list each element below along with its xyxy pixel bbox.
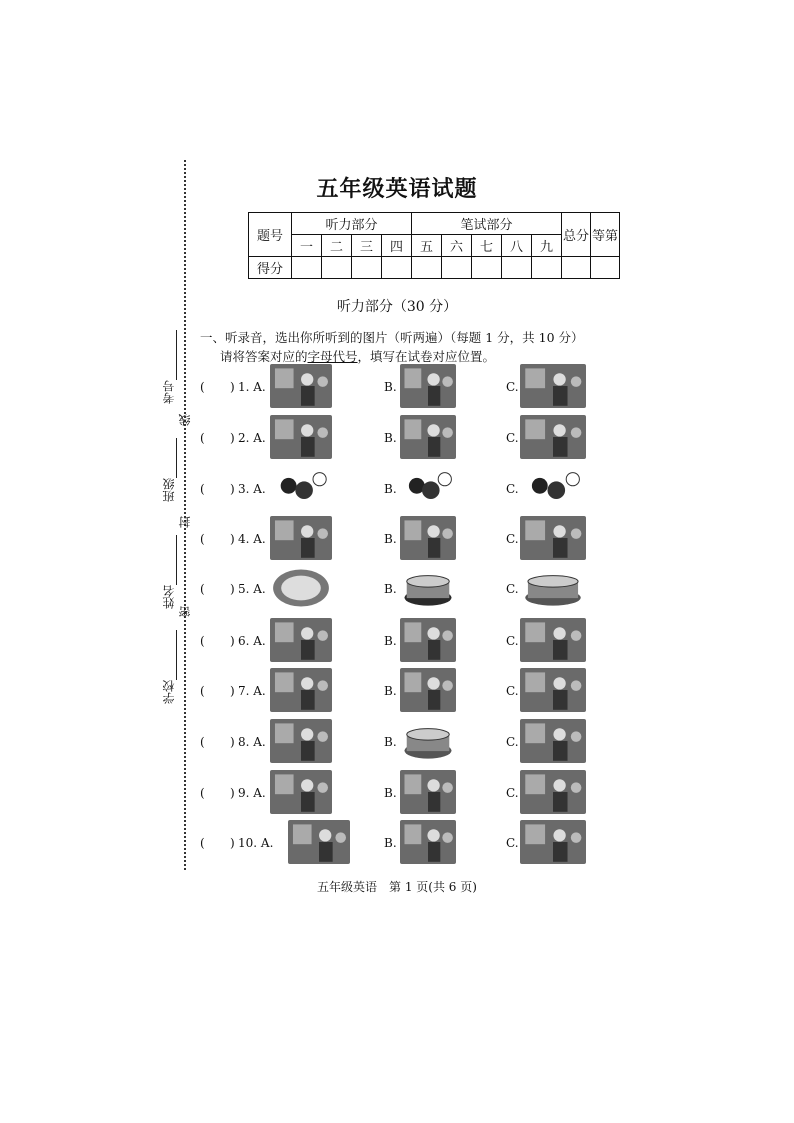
option-b-label: B. [384,431,397,445]
party-banner-picture [520,719,586,763]
answer-bracket-open[interactable]: ( [200,786,205,800]
number-cell: 九 [532,235,562,257]
exam-number-blank [176,330,177,380]
question-row [200,668,600,716]
family-dinner-picture [520,415,586,459]
option-b-label: B. [384,380,397,394]
answer-bracket-open[interactable]: ( [200,836,205,850]
lion-dance-picture [270,364,332,408]
option-b-label: B. [384,532,397,546]
option-c-label: C. [506,634,519,648]
option-c-label: C. [506,735,519,749]
question-row [200,516,600,564]
name-label: 姓名 [162,585,176,609]
number-cell: 七 [472,235,502,257]
page-title: 五年级英语试题 [316,176,478,202]
class-blank [176,438,177,478]
score-cell[interactable] [442,257,472,279]
question-number: 9. A. [238,786,266,800]
option-c-label: C. [506,431,519,445]
question-number: 2. A. [238,431,266,445]
question-row [200,415,600,463]
answer-bracket-open[interactable]: ( [200,735,205,749]
dragon-truck-picture [270,516,332,560]
question-number: 5. A. [238,582,266,596]
mouse-speech-bubble-picture [400,466,456,510]
answer-bracket-close: ) [230,634,235,648]
answer-bracket-close: ) [230,380,235,394]
school-blank [176,630,177,680]
number-cell: 一 [292,235,322,257]
couple-talking-picture [400,364,456,408]
mice-speaking-picture [270,466,332,510]
question-number: 1. A. [238,380,266,394]
option-b-label: B. [384,735,397,749]
number-cell: 四 [382,235,412,257]
boy-eating-picture [270,770,332,814]
question-row [200,466,600,514]
birthday-cake-picture [520,566,586,610]
number-cell: 八 [502,235,532,257]
option-c-label: C. [506,582,519,596]
option-b-label: B. [384,836,397,850]
birthday-cake-picture [400,719,456,763]
family-meal-picture [270,719,332,763]
number-cell: 三 [352,235,382,257]
header-label-cell: 题号 [249,213,292,257]
dark-cake-picture [400,566,456,610]
answer-bracket-open[interactable]: ( [200,532,205,546]
question-row [200,820,600,868]
option-c-label: C. [506,684,519,698]
boy-in-park-picture [400,618,456,662]
grade-cell[interactable] [591,257,620,279]
answer-bracket-open[interactable]: ( [200,634,205,648]
answer-bracket-open[interactable]: ( [200,582,205,596]
class-label: 班级 [162,478,176,502]
instruction-line-1: 一、听录音，选出你所听到的图片（听两遍）（每题 1 分，共 10 分） [200,330,584,345]
question-number: 10. A. [238,836,274,850]
option-b-label: B. [384,634,397,648]
family-at-home-picture [520,364,586,408]
score-cell[interactable] [502,257,532,279]
answer-bracket-open[interactable]: ( [200,684,205,698]
answer-bracket-close: ) [230,735,235,749]
score-table [248,212,620,279]
question-row [200,618,600,666]
classroom-picture [288,820,350,864]
score-cell[interactable] [352,257,382,279]
grade-header-cell: 等第 [591,213,620,257]
exam-number-label: 考号 [162,380,176,404]
seal-mark: 封 [178,516,192,528]
number-cell: 六 [442,235,472,257]
option-c-label: C. [506,836,519,850]
total-score-cell[interactable] [562,257,591,279]
question-number: 3. A. [238,482,266,496]
option-c-label: C. [506,532,519,546]
answer-bracket-close: ) [230,684,235,698]
sweeping-floor-picture [270,415,332,459]
answer-bracket-open[interactable]: ( [200,380,205,394]
answer-bracket-close: ) [230,532,235,546]
school-label: 学校 [162,680,176,704]
question-number: 4. A. [238,532,266,546]
instruction-post: ，填写在试卷对应位置。 [357,349,496,364]
option-b-label: B. [384,684,397,698]
score-cell[interactable] [382,257,412,279]
armchairs-picture [400,415,456,459]
answer-bracket-close: ) [230,836,235,850]
option-c-label: C. [506,786,519,800]
question-row [200,566,600,614]
secret-mark: 密 [178,606,192,618]
girl-at-table-picture [270,668,332,712]
instruction-underlined: 字母代号 [307,349,358,364]
dumplings-plate-picture [270,566,332,610]
score-cell[interactable] [472,257,502,279]
total-header-cell: 总分 [562,213,591,257]
number-cell: 二 [322,235,352,257]
crowd-picture [520,820,586,864]
option-b-label: B. [384,582,397,596]
question-number: 8. A. [238,735,266,749]
score-cell[interactable] [412,257,442,279]
section-title: 听力部分（30 分） [336,299,458,315]
answer-bracket-close: ) [230,582,235,596]
score-cell[interactable] [292,257,322,279]
option-c-label: C. [506,482,519,496]
boy-thinking-picture [400,770,456,814]
line-mark: 线 [178,414,192,426]
instruction-line-2 [220,347,495,365]
name-blank [176,535,177,585]
number-cell: 五 [412,235,442,257]
answer-bracket-open[interactable]: ( [200,482,205,496]
group-meeting-picture [400,820,456,864]
question-number: 6. A. [238,634,266,648]
option-c-label: C. [506,380,519,394]
boy-eating-picture [270,618,332,662]
girl-dancing-picture [520,618,586,662]
shop-front-picture [520,516,586,560]
option-b-label: B. [384,786,397,800]
written-header-cell: 笔试部分 [412,213,562,235]
answer-bracket-open[interactable]: ( [200,431,205,445]
answer-bracket-close: ) [230,482,235,496]
question-row [200,770,600,818]
question-row [200,719,600,767]
score-label-cell: 得分 [249,257,292,279]
answer-bracket-close: ) [230,786,235,800]
person-in-park-picture [400,668,456,712]
bus-picture [400,516,456,560]
mice-group-picture [520,466,586,510]
boy-crying-picture [520,770,586,814]
question-number: 7. A. [238,684,266,698]
page-footer: 五年级英语 第 1 页(共 6 页) [317,880,477,894]
score-cell[interactable] [532,257,562,279]
instruction-pre: 请将答案对应的 [220,349,308,364]
sofa-room-picture [520,668,586,712]
option-b-label: B. [384,482,397,496]
listening-header-cell: 听力部分 [292,213,412,235]
binding-dotted-line [184,160,186,870]
score-cell[interactable] [322,257,352,279]
answer-bracket-close: ) [230,431,235,445]
question-row [200,364,600,412]
